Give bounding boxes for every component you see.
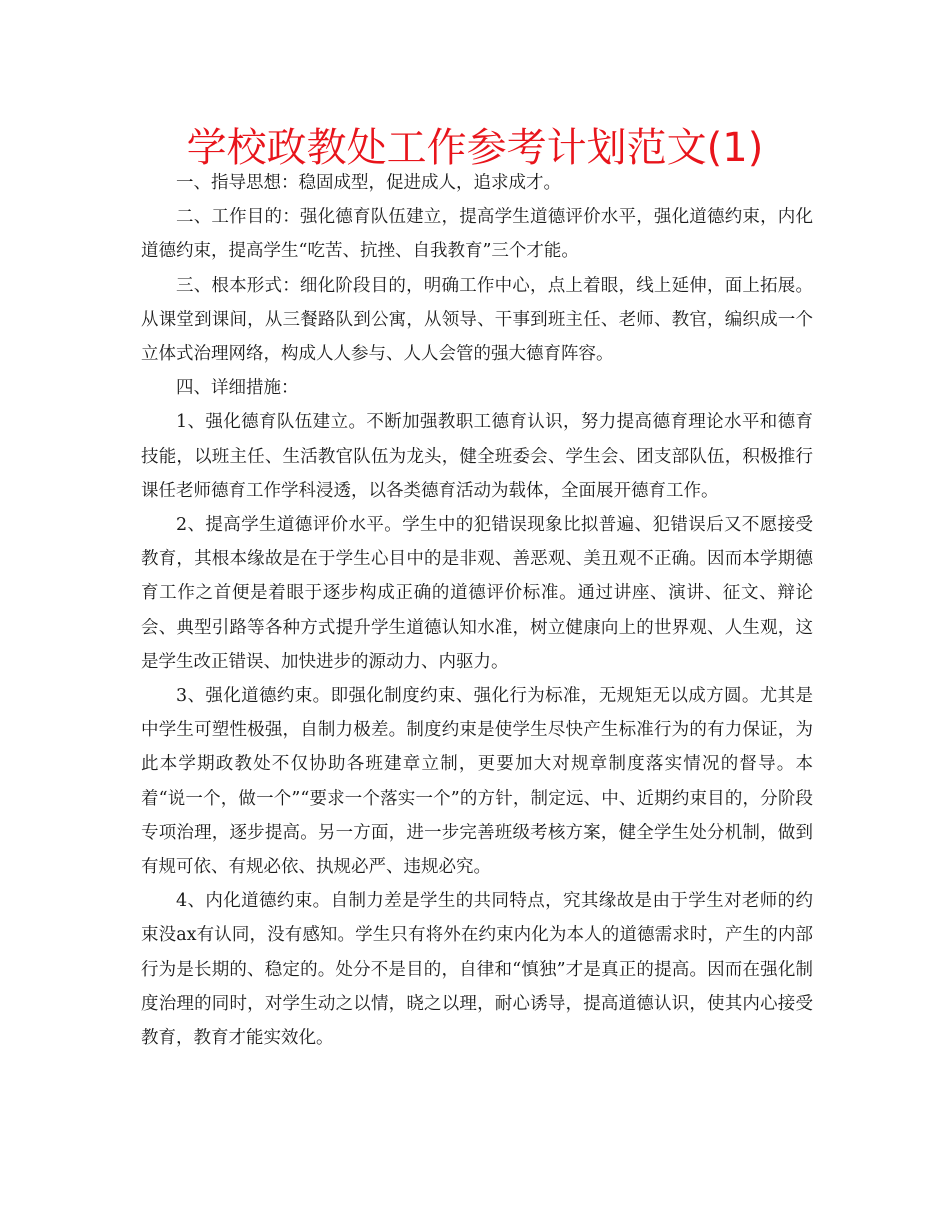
paragraph-measure-3: 3、强化道德约束。即强化制度约束、强化行为标准，无规矩无以成方圆。尤其是中学生可塑性极强，自制力极差。制度约束是使学生尽快产生标准行为的有力保证，为此本学期政教处不仅协助各班建章立制，更要加大对规章制度落实情况的督导。本着“说一个，做一个”“要求一个落实一个”的方针，制定远、中、近期约束目的，分阶段专项治理，逐步提高。另一方面，进一步完善班级考核方案，健全学生处分机制，做到有规可依、有规必依、执规必严、违规必究。 bbox=[141, 686, 813, 878]
paragraph-measures-heading: 四、详细措施： bbox=[176, 378, 299, 399]
paragraph-measure-4: 4、内化道德约束。自制力差是学生的共同特点，究其缘故是由于学生对老师的约束没ax有认同，没有感知。学生只有将外在约束内化为本人的道德需求时，产生的内部行为是长期的、稳定的。处分不是目的，自律和“慎独”才是真正的提高。因而在强化制度治理的同时，对学生动之以情，晓之以理，耐心诱导，提高道德认识，使其内心接受教育，教育才能实效化。 bbox=[141, 891, 813, 1049]
paragraph-basic-form: 三、根本形式：细化阶段目的，明确工作中心，点上着眼，线上延伸，面上拓展。从课堂到课间，从三餐路队到公寓，从领导、干事到班主任、老师、教官，编织成一个立体式治理网络，构成人人参与、人人会管的强大德育阵容。 bbox=[141, 275, 813, 365]
paragraph-guiding-thought: 一、指导思想：稳固成型，促进成人，追求成才。 bbox=[176, 173, 561, 193]
document-title: 学校政教处工作参考计划范文(1) bbox=[186, 125, 764, 171]
paragraph-work-goals: 二、工作目的：强化德育队伍建立，提高学生道德评价水平，强化道德约束，内化道德约束，提高学生“吃苦、抗挫、自我教育”三个才能。 bbox=[141, 207, 813, 262]
paragraph-measure-2: 2、提高学生道德评价水平。学生中的犯错误现象比拟普遍、犯错误后又不愿接受教育，其根本缘故是在于学生心目中的是非观、善恶观、美丑观不正确。因而本学期德育工作之首便是着眼于逐步构成正确的道德评价标准。通过讲座、演讲、征文、辩论会、典型引路等各种方式提升学生道德认知水准，树立健康向上的世界观、人生观，这是学生改正错误、加快进步的源动力、内驱力。 bbox=[141, 515, 813, 672]
document-body bbox=[141, 166, 813, 1055]
paragraph-measure-1: 1、强化德育队伍建立。不断加强教职工德育认识，努力提高德育理论水平和德育技能，以班主任、生活教官队伍为龙头，健全班委会、学生会、团支部队伍，积极推行课任老师德育工作学科浸透，以各类德育活动为载体，全面展开德育工作。 bbox=[141, 412, 813, 501]
